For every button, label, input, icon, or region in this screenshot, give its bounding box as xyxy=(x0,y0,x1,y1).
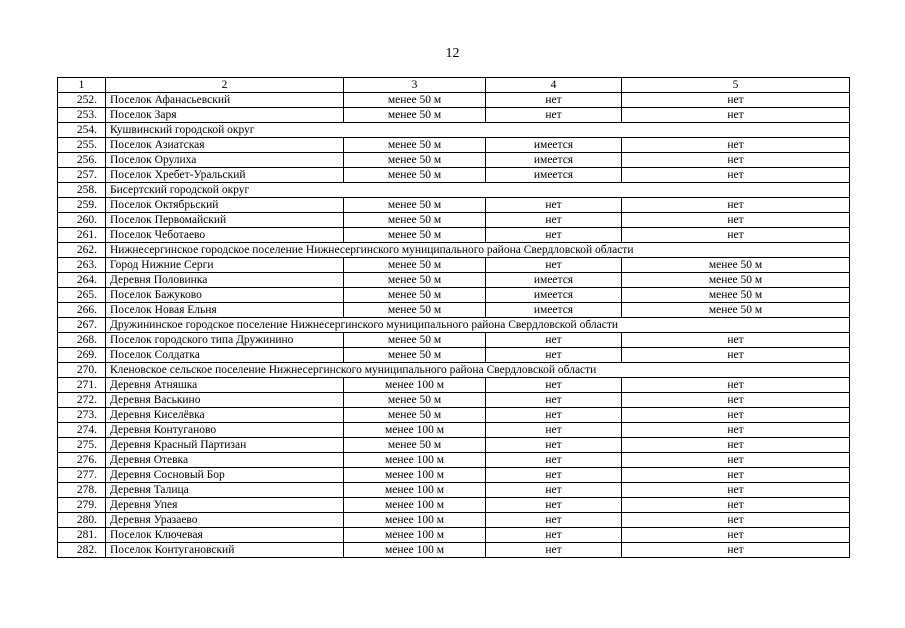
table-section-row xyxy=(58,363,850,378)
table-row xyxy=(58,543,850,558)
settlement-name-cell: Деревня Контуганово xyxy=(106,423,344,438)
distance-cell: менее 100 м xyxy=(344,453,486,468)
table-section-row xyxy=(58,318,850,333)
row-number-cell: 265. xyxy=(58,288,106,303)
column5-cell: нет xyxy=(622,228,850,243)
column5-cell: нет xyxy=(622,333,850,348)
row-number-cell: 276. xyxy=(58,453,106,468)
table-row xyxy=(58,303,850,318)
table-row xyxy=(58,483,850,498)
availability-cell: нет xyxy=(486,438,622,453)
settlement-name-cell: Деревня Сосновый Бор xyxy=(106,468,344,483)
availability-cell: нет xyxy=(486,468,622,483)
distance-cell: менее 50 м xyxy=(344,198,486,213)
table-row xyxy=(58,333,850,348)
column5-cell: нет xyxy=(622,528,850,543)
row-number-cell: 267. xyxy=(58,318,106,333)
row-number-cell: 278. xyxy=(58,483,106,498)
availability-cell: нет xyxy=(486,198,622,213)
row-number-cell: 252. xyxy=(58,93,106,108)
settlement-name-cell: Деревня Атняшка xyxy=(106,378,344,393)
column5-cell: менее 50 м xyxy=(622,303,850,318)
column5-cell: менее 50 м xyxy=(622,258,850,273)
availability-cell: нет xyxy=(486,348,622,363)
distance-cell: менее 50 м xyxy=(344,438,486,453)
column5-cell: нет xyxy=(622,468,850,483)
table-row xyxy=(58,498,850,513)
column5-cell: нет xyxy=(622,168,850,183)
header-cell: 1 xyxy=(58,78,106,93)
distance-cell: менее 50 м xyxy=(344,93,486,108)
distance-cell: менее 50 м xyxy=(344,108,486,123)
table-row xyxy=(58,288,850,303)
row-number-cell: 275. xyxy=(58,438,106,453)
table-section-row xyxy=(58,123,850,138)
settlement-name-cell: Поселок Хребет-Уральский xyxy=(106,168,344,183)
header-cell: 4 xyxy=(486,78,622,93)
availability-cell: имеется xyxy=(486,168,622,183)
settlement-name-cell: Поселок городского типа Дружинино xyxy=(106,333,344,348)
section-title-cell: Кушвинский городской округ xyxy=(106,123,850,138)
row-number-cell: 277. xyxy=(58,468,106,483)
settlement-name-cell: Деревня Красный Партизан xyxy=(106,438,344,453)
column5-cell: нет xyxy=(622,348,850,363)
table-row xyxy=(58,228,850,243)
settlement-name-cell: Город Нижние Серги xyxy=(106,258,344,273)
row-number-cell: 282. xyxy=(58,543,106,558)
settlement-name-cell: Поселок Первомайский xyxy=(106,213,344,228)
settlement-name-cell: Деревня Уразаево xyxy=(106,513,344,528)
table-row xyxy=(58,453,850,468)
distance-cell: менее 100 м xyxy=(344,468,486,483)
distance-cell: менее 50 м xyxy=(344,333,486,348)
settlement-name-cell: Поселок Октябрьский xyxy=(106,198,344,213)
table-row xyxy=(58,213,850,228)
header-cell: 3 xyxy=(344,78,486,93)
distance-cell: менее 50 м xyxy=(344,273,486,288)
table-body xyxy=(58,78,850,558)
table-row xyxy=(58,273,850,288)
availability-cell: нет xyxy=(486,393,622,408)
section-title-cell: Нижнесергинское городское поселение Нижнесергинского муниципального района Свердловской области xyxy=(106,243,850,258)
row-number-cell: 271. xyxy=(58,378,106,393)
row-number-cell: 264. xyxy=(58,273,106,288)
settlement-name-cell: Поселок Бажуково xyxy=(106,288,344,303)
settlement-name-cell: Деревня Отевка xyxy=(106,453,344,468)
settlements-table xyxy=(57,77,850,558)
section-title-cell: Дружининское городское поселение Нижнесергинского муниципального района Свердловской области xyxy=(106,318,850,333)
distance-cell: менее 100 м xyxy=(344,378,486,393)
settlement-name-cell: Деревня Васькино xyxy=(106,393,344,408)
section-title-cell: Бисертский городской округ xyxy=(106,183,850,198)
column5-cell: менее 50 м xyxy=(622,273,850,288)
table-row xyxy=(58,408,850,423)
table-row xyxy=(58,438,850,453)
row-number-cell: 261. xyxy=(58,228,106,243)
table-row xyxy=(58,153,850,168)
distance-cell: менее 50 м xyxy=(344,168,486,183)
row-number-cell: 260. xyxy=(58,213,106,228)
table-row xyxy=(58,108,850,123)
settlement-name-cell: Деревня Половинка xyxy=(106,273,344,288)
availability-cell: нет xyxy=(486,423,622,438)
table-row xyxy=(58,258,850,273)
availability-cell: имеется xyxy=(486,273,622,288)
column5-cell: нет xyxy=(622,108,850,123)
table-row xyxy=(58,93,850,108)
distance-cell: менее 50 м xyxy=(344,213,486,228)
distance-cell: менее 100 м xyxy=(344,498,486,513)
page-number: 12 xyxy=(445,46,460,61)
header-cell: 2 xyxy=(106,78,344,93)
row-number-cell: 263. xyxy=(58,258,106,273)
row-number-cell: 266. xyxy=(58,303,106,318)
row-number-cell: 281. xyxy=(58,528,106,543)
availability-cell: имеется xyxy=(486,138,622,153)
row-number-cell: 257. xyxy=(58,168,106,183)
availability-cell: имеется xyxy=(486,303,622,318)
column5-cell: нет xyxy=(622,498,850,513)
distance-cell: менее 100 м xyxy=(344,528,486,543)
availability-cell: нет xyxy=(486,333,622,348)
availability-cell: имеется xyxy=(486,153,622,168)
row-number-cell: 274. xyxy=(58,423,106,438)
distance-cell: менее 100 м xyxy=(344,543,486,558)
column5-cell: нет xyxy=(622,543,850,558)
row-number-cell: 253. xyxy=(58,108,106,123)
settlement-name-cell: Поселок Чеботаево xyxy=(106,228,344,243)
distance-cell: менее 50 м xyxy=(344,348,486,363)
table-section-row xyxy=(58,183,850,198)
table-row xyxy=(58,393,850,408)
column5-cell: нет xyxy=(622,393,850,408)
distance-cell: менее 50 м xyxy=(344,288,486,303)
distance-cell: менее 50 м xyxy=(344,228,486,243)
row-number-cell: 273. xyxy=(58,408,106,423)
distance-cell: менее 100 м xyxy=(344,483,486,498)
column5-cell: нет xyxy=(622,408,850,423)
row-number-cell: 256. xyxy=(58,153,106,168)
distance-cell: менее 50 м xyxy=(344,153,486,168)
row-number-cell: 268. xyxy=(58,333,106,348)
settlement-name-cell: Поселок Азиатская xyxy=(106,138,344,153)
column5-cell: нет xyxy=(622,213,850,228)
distance-cell: менее 50 м xyxy=(344,138,486,153)
row-number-cell: 259. xyxy=(58,198,106,213)
table-section-row xyxy=(58,243,850,258)
row-number-cell: 262. xyxy=(58,243,106,258)
availability-cell: нет xyxy=(486,513,622,528)
availability-cell: нет xyxy=(486,453,622,468)
distance-cell: менее 50 м xyxy=(344,408,486,423)
table-row xyxy=(58,513,850,528)
settlement-name-cell: Поселок Контугановский xyxy=(106,543,344,558)
table-row xyxy=(58,423,850,438)
row-number-cell: 269. xyxy=(58,348,106,363)
availability-cell: нет xyxy=(486,378,622,393)
settlement-name-cell: Поселок Ключевая xyxy=(106,528,344,543)
table-row xyxy=(58,378,850,393)
header-cell: 5 xyxy=(622,78,850,93)
row-number-cell: 272. xyxy=(58,393,106,408)
section-title-cell: Кленовское сельское поселение Нижнесергинского муниципального района Свердловской области xyxy=(106,363,850,378)
table-row xyxy=(58,348,850,363)
table-row xyxy=(58,198,850,213)
availability-cell: нет xyxy=(486,258,622,273)
column5-cell: нет xyxy=(622,138,850,153)
availability-cell: нет xyxy=(486,408,622,423)
column5-cell: нет xyxy=(622,483,850,498)
availability-cell: нет xyxy=(486,543,622,558)
column5-cell: нет xyxy=(622,423,850,438)
distance-cell: менее 50 м xyxy=(344,258,486,273)
table-row xyxy=(58,528,850,543)
settlement-name-cell: Поселок Новая Ельня xyxy=(106,303,344,318)
table-header-row xyxy=(58,78,850,93)
availability-cell: нет xyxy=(486,528,622,543)
settlement-name-cell: Поселок Орулиха xyxy=(106,153,344,168)
distance-cell: менее 100 м xyxy=(344,513,486,528)
column5-cell: нет xyxy=(622,153,850,168)
table-row xyxy=(58,138,850,153)
availability-cell: нет xyxy=(486,498,622,513)
settlement-name-cell: Деревня Киселёвка xyxy=(106,408,344,423)
settlement-name-cell: Деревня Талица xyxy=(106,483,344,498)
column5-cell: нет xyxy=(622,93,850,108)
settlement-name-cell: Поселок Солдатка xyxy=(106,348,344,363)
column5-cell: нет xyxy=(622,198,850,213)
row-number-cell: 255. xyxy=(58,138,106,153)
distance-cell: менее 50 м xyxy=(344,393,486,408)
row-number-cell: 279. xyxy=(58,498,106,513)
column5-cell: менее 50 м xyxy=(622,288,850,303)
availability-cell: имеется xyxy=(486,288,622,303)
settlement-name-cell: Деревня Упея xyxy=(106,498,344,513)
availability-cell: нет xyxy=(486,93,622,108)
availability-cell: нет xyxy=(486,108,622,123)
availability-cell: нет xyxy=(486,228,622,243)
table-row xyxy=(58,468,850,483)
availability-cell: нет xyxy=(486,213,622,228)
column5-cell: нет xyxy=(622,513,850,528)
row-number-cell: 280. xyxy=(58,513,106,528)
column5-cell: нет xyxy=(622,378,850,393)
settlement-name-cell: Поселок Афанасьевский xyxy=(106,93,344,108)
column5-cell: нет xyxy=(622,438,850,453)
row-number-cell: 254. xyxy=(58,123,106,138)
distance-cell: менее 100 м xyxy=(344,423,486,438)
column5-cell: нет xyxy=(622,453,850,468)
table-row xyxy=(58,168,850,183)
row-number-cell: 270. xyxy=(58,363,106,378)
settlement-name-cell: Поселок Заря xyxy=(106,108,344,123)
availability-cell: нет xyxy=(486,483,622,498)
row-number-cell: 258. xyxy=(58,183,106,198)
distance-cell: менее 50 м xyxy=(344,303,486,318)
